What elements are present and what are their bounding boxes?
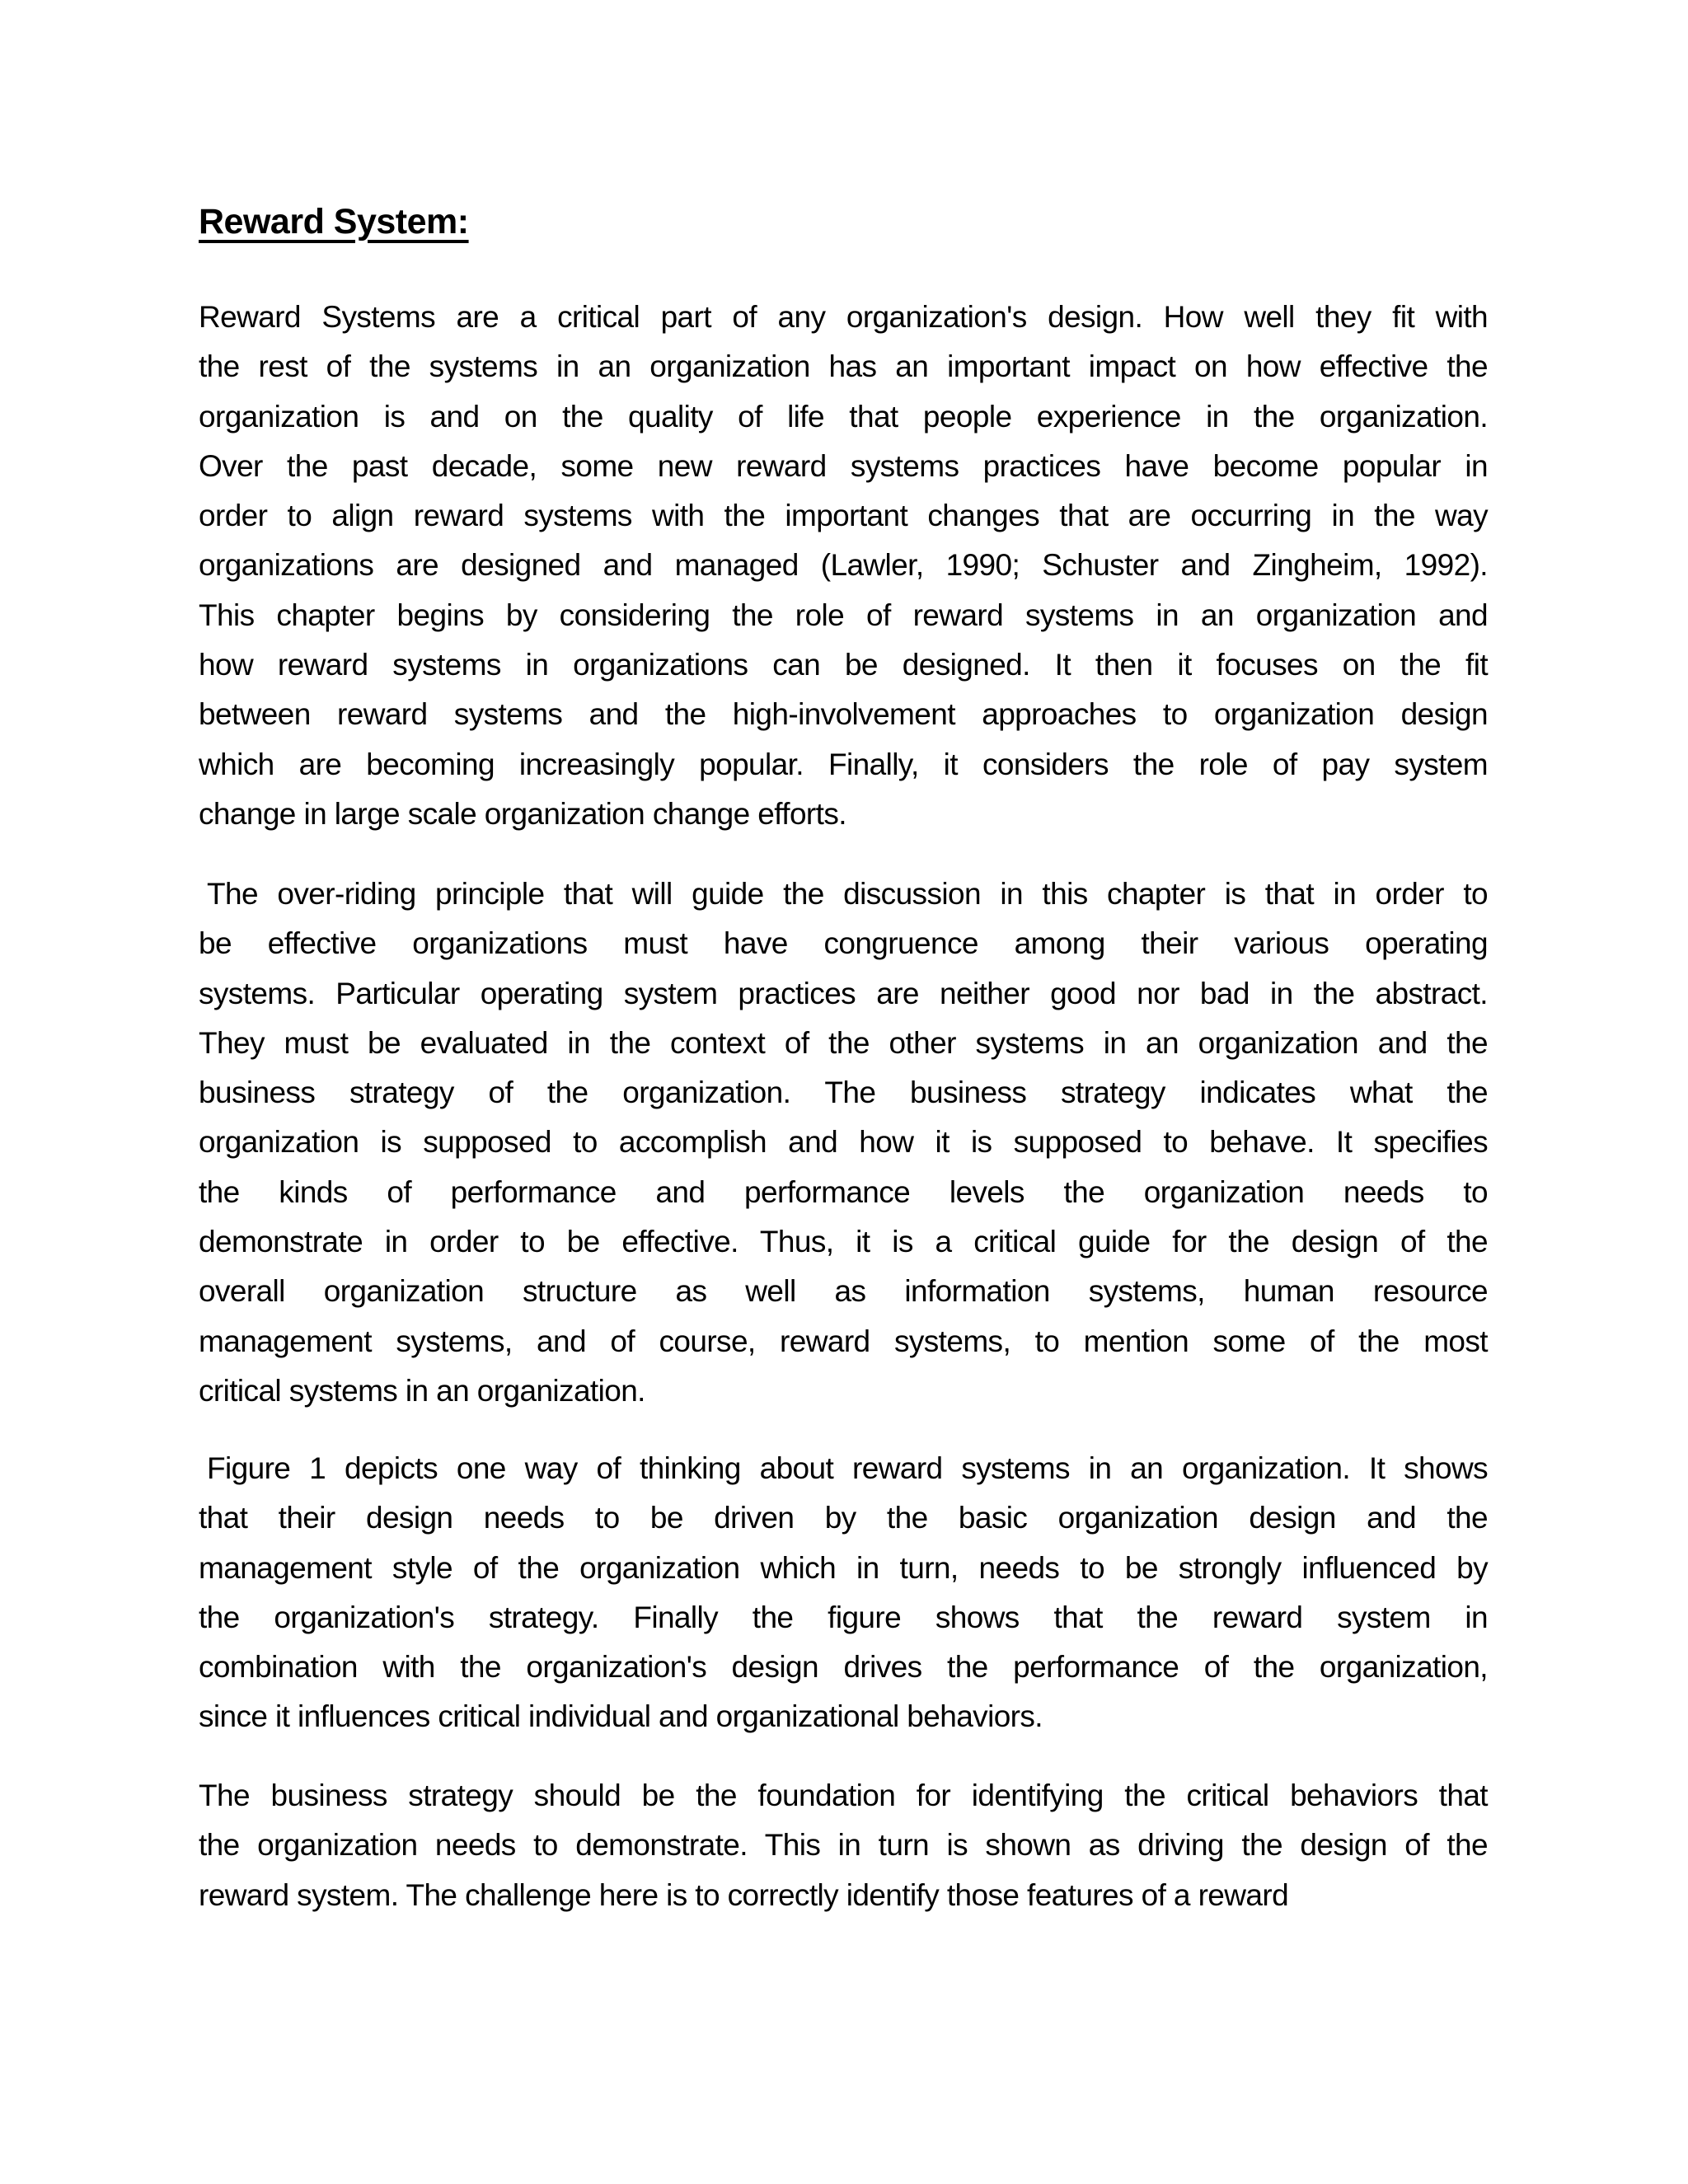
paragraph-principle [199,869,1488,1416]
text-line: management systems, and of course, reward systems, to mention some of the most [199,1324,1488,1358]
paragraph-business-strategy [199,1771,1488,1920]
text-line: overall organization structure as well as information systems, human resource [199,1274,1488,1309]
text-line: change in large scale organization change efforts. [199,796,846,831]
text-line: Reward Systems are a critical part of any organization's design. How well they fit with [199,300,1488,334]
text-line: how reward systems in organizations can be designed. It then it focuses on the fit [199,648,1488,682]
text-line: critical systems in an organization. [199,1373,645,1408]
text-line: This chapter begins by considering the role of reward systems in an organization and [199,598,1488,632]
text-line: be effective organizations must have congruence among their various operating [199,926,1488,961]
text-line: the kinds of performance and performance levels the organization needs to [199,1174,1488,1209]
text-line: The business strategy should be the foundation for identifying the critical behaviors that [199,1779,1488,1812]
section-heading: Reward System: [199,202,469,241]
paragraph-intro [199,293,1488,839]
text-line: organizations are designed and managed (Lawler, 1990; Schuster and Zingheim, 1992). [199,548,1488,583]
text-line: which are becoming increasingly popular. Finally, it considers the role of pay system [199,747,1488,781]
text-line: business strategy of the organization. The business strategy indicates what the [199,1076,1488,1110]
text-line: that their design needs to be driven by the basic organization design and the [199,1501,1488,1535]
text-line: the organization's strategy. Finally the figure shows that the reward system in [199,1600,1488,1634]
text-line: demonstrate in order to be effective. Thus, it is a critical guide for the design of the [199,1225,1488,1259]
text-line: The over-riding principle that will guide the discussion in this chapter is that in order to [207,877,1488,911]
text-line: reward system. The challenge here is to correctly identify those features of a reward [199,1877,1289,1912]
text-line: between reward systems and the high-involvement approaches to organization design [199,697,1488,732]
text-line: combination with the organization's design drives the performance of the organization, [199,1650,1488,1685]
text-line: organization is supposed to accomplish and how it is supposed to behave. It specifies [199,1125,1488,1160]
text-line: They must be evaluated in the context of the other systems in an organization and the [199,1025,1488,1060]
text-line: management style of the organization which in turn, needs to be strongly influenced by [199,1550,1488,1585]
text-line: since it influences critical individual and organizational behaviors. [199,1699,1043,1734]
text-line: the organization needs to demonstrate. This in turn is shown as driving the design of the [199,1828,1488,1863]
text-line: order to align reward systems with the important changes that are occurring in the way [199,499,1488,533]
text-line: Over the past decade, some new reward systems practices have become popular in [199,448,1488,483]
text-line: the rest of the systems in an organization has an important impact on how effective the [199,349,1488,384]
text-line: systems. Particular operating system practices are neither good nor bad in the abstract. [199,976,1488,1010]
paragraph-figure-description [199,1444,1488,1742]
text-line: organization is and on the quality of life that people experience in the organization. [199,399,1488,434]
text-line: Figure 1 depicts one way of thinking about reward systems in an organization. It shows [207,1451,1488,1485]
